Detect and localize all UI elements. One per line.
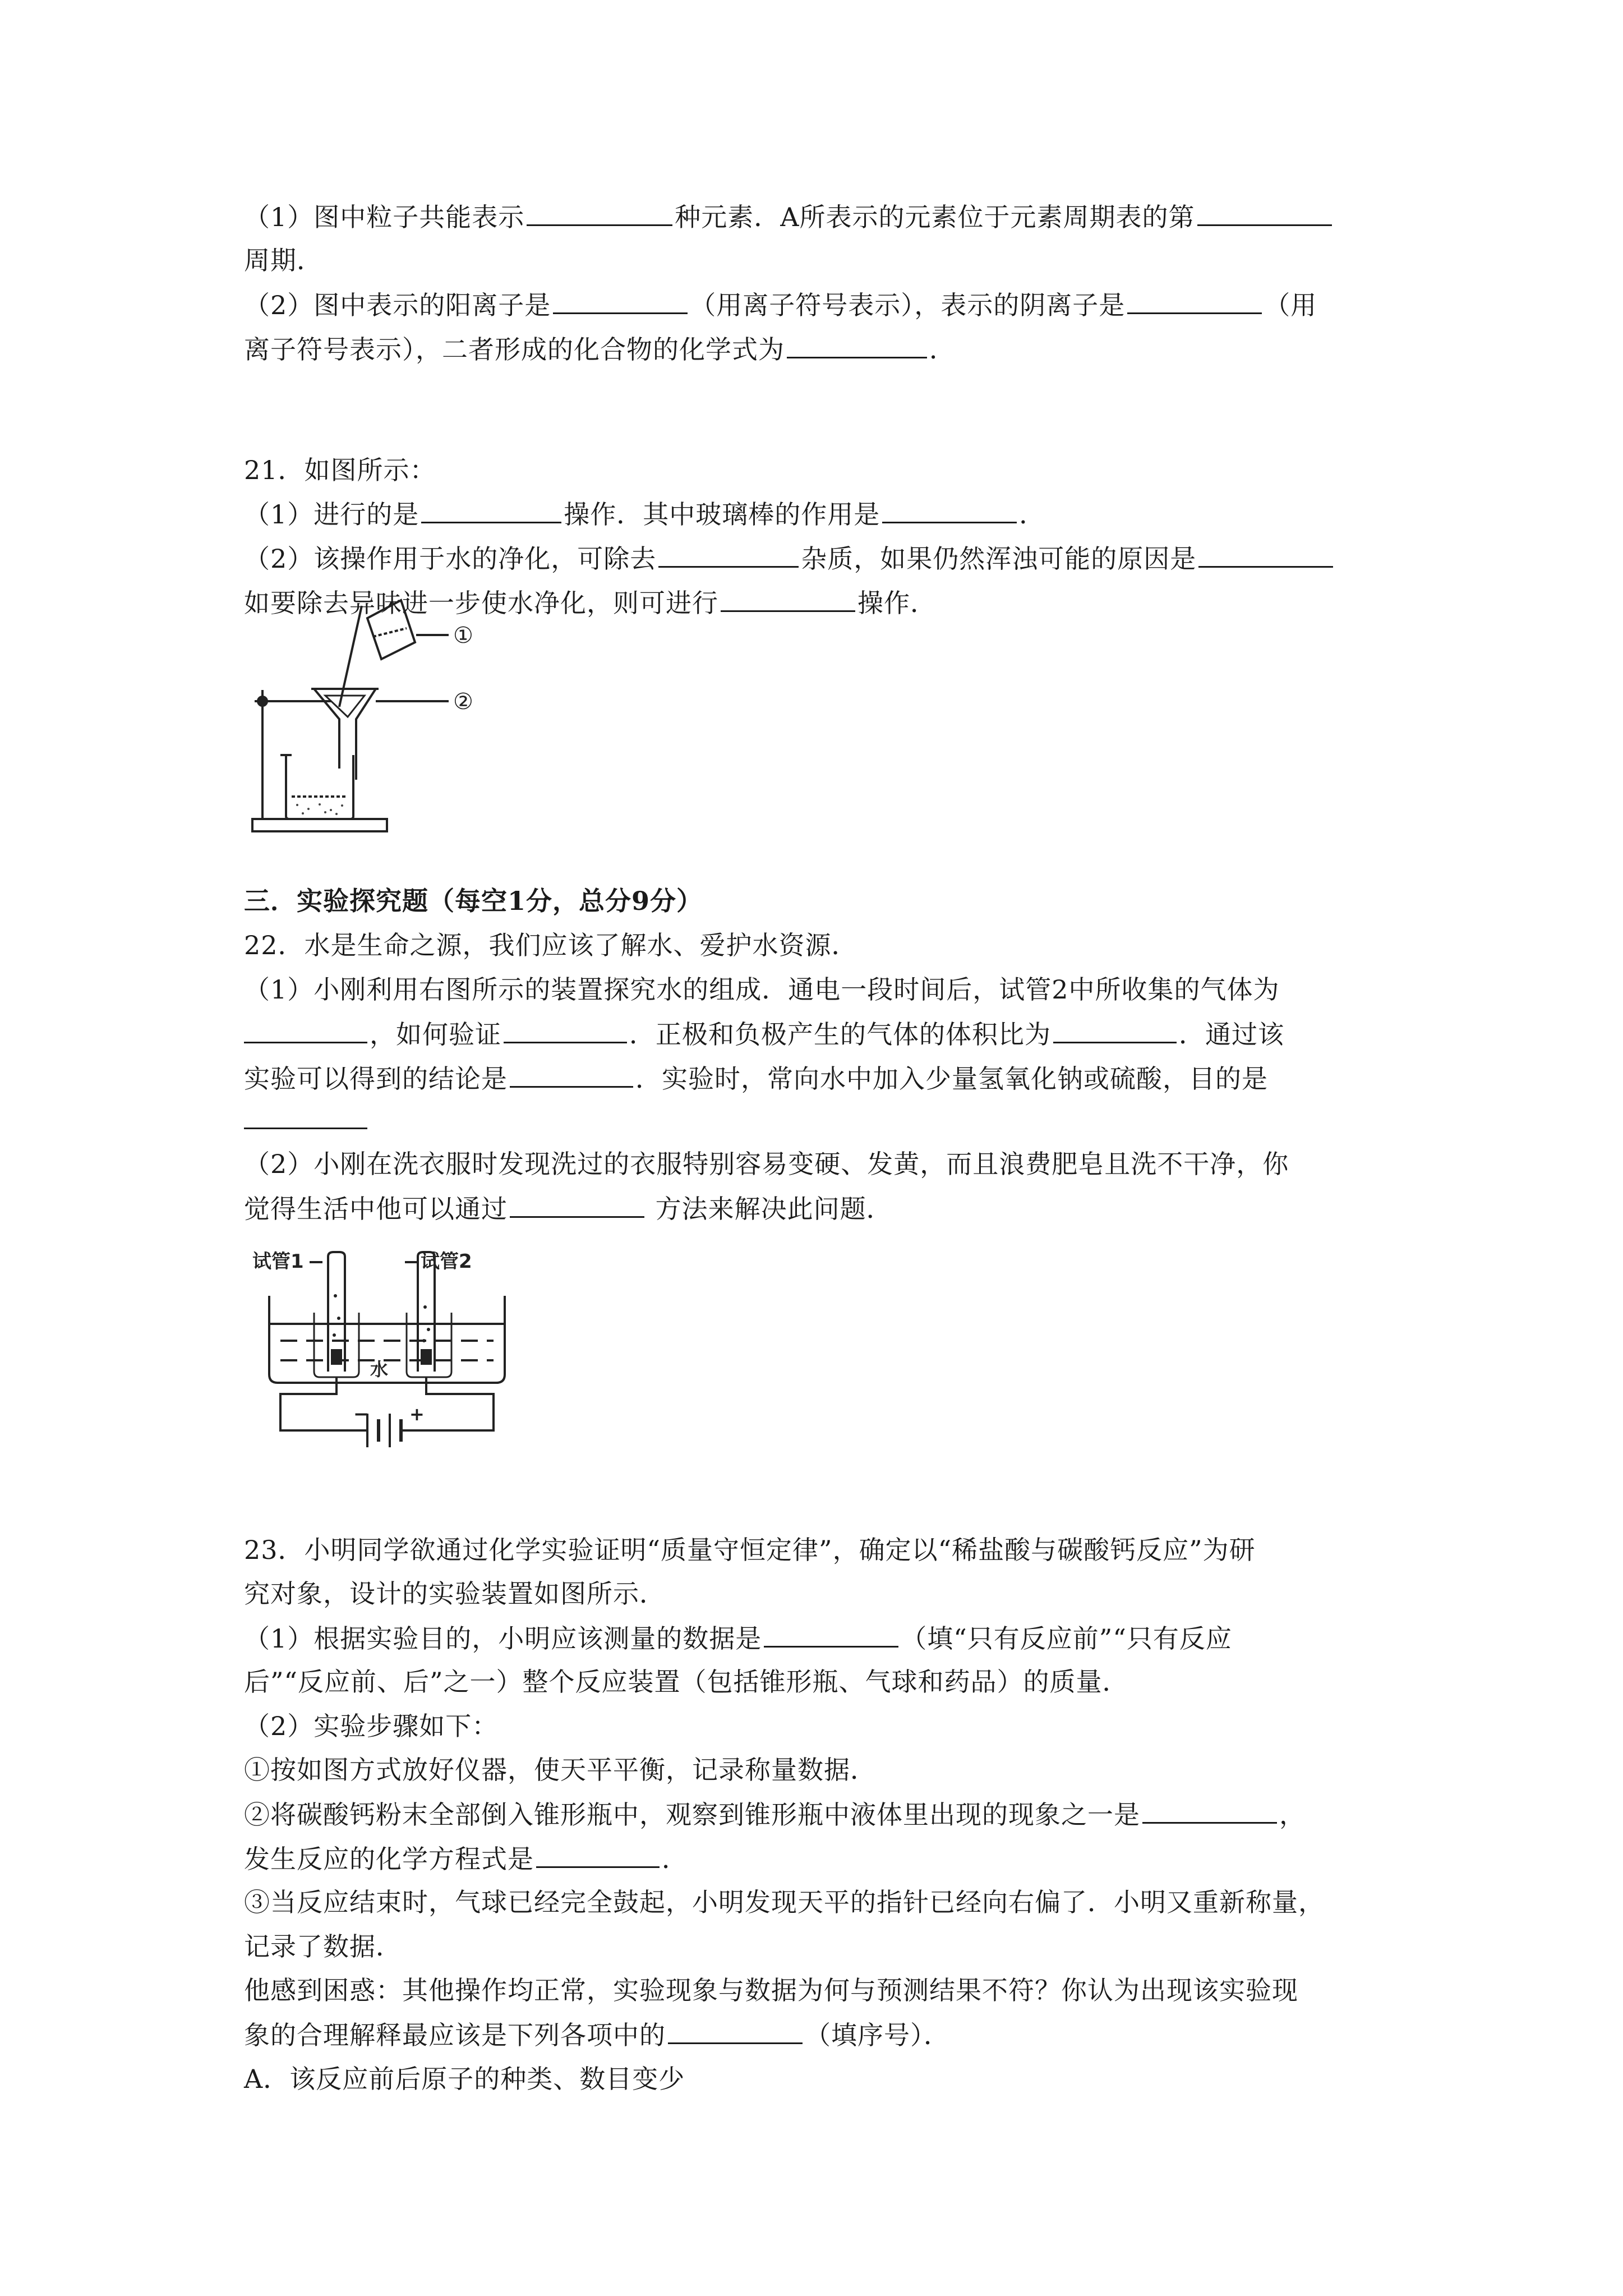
q23-option-a <box>244 2062 1388 2096</box>
figure-label-1: ① <box>453 623 473 648</box>
answer-blank[interactable] <box>721 586 855 612</box>
q21-title <box>244 453 1388 487</box>
q23-text: （2）实验步骤如下： <box>244 1711 499 1741</box>
tube-1-label: 试管1 <box>252 1250 304 1273</box>
beaker <box>286 755 353 819</box>
q22-title <box>244 928 1388 962</box>
q22-title-text: 22．水是生命之源，我们应该了解水、爱护水资源． <box>244 930 858 960</box>
q23-text: 记录了数据． <box>244 1931 402 1962</box>
q23-line-5 <box>244 1709 1388 1743</box>
q20-text: 种元素．A所表示的元素位于元素周期表的第 <box>675 202 1195 232</box>
q23-line-9 <box>244 1885 1388 1919</box>
answer-blank[interactable] <box>787 332 927 358</box>
q23-text: （填“只有反应前”“只有反应 <box>901 1623 1232 1654</box>
q23-line-1 <box>244 1533 1388 1567</box>
q23-text: （填序号）． <box>805 2020 950 2050</box>
answer-blank[interactable] <box>244 1017 367 1043</box>
q23-line-2 <box>244 1577 1388 1611</box>
q21-text: 杂质，如果仍然浑浊可能的原因是 <box>801 544 1197 574</box>
answer-blank[interactable] <box>421 497 561 523</box>
q20-text: （用离子符号表示），表示的阴离子是 <box>690 290 1126 320</box>
answer-blank[interactable] <box>504 1017 627 1043</box>
q20-text: （2）图中表示的阳离子是 <box>244 290 551 320</box>
q23-line-7 <box>244 1797 1388 1832</box>
stand-base <box>252 819 387 831</box>
q23-text: 23．小明同学欲通过化学实验证明“质量守恒定律”，确定以“稀盐酸与碳酸钙反应”为研 <box>244 1535 1256 1565</box>
q22-line-6 <box>244 1191 1388 1226</box>
negative-terminal: − <box>353 1403 370 1425</box>
q22-line-3 <box>244 1061 1388 1096</box>
answer-blank[interactable] <box>510 1061 633 1088</box>
q22-line-4 <box>244 1103 1388 1137</box>
glass-rod <box>339 606 362 707</box>
q23-text: 发生反应的化学方程式是 <box>244 1844 534 1874</box>
q21-text: 操作．其中玻璃棒的作用是 <box>564 499 880 530</box>
answer-blank[interactable] <box>1127 288 1262 314</box>
q20-line-3 <box>244 288 1388 322</box>
q22-text: ．实验时，常向水中加入少量氢氧化钠或硫酸，目的是 <box>635 1064 1268 1094</box>
q20-line-2 <box>244 243 1388 277</box>
answer-blank[interactable] <box>1198 541 1333 568</box>
filtration-figure <box>247 589 488 836</box>
pouring-beaker <box>367 600 415 659</box>
q23-text: ③当反应结束时，气球已经完全鼓起，小明发现天平的指针已经向右偏了．小明又重新称量， <box>244 1887 1325 1917</box>
q23-line-4 <box>244 1665 1388 1699</box>
water-label: 水 <box>370 1359 389 1380</box>
q20-text: （用 <box>1264 290 1317 320</box>
q23-text: ． <box>662 1844 688 1874</box>
section-heading <box>244 884 1388 918</box>
q23-line-12 <box>244 2018 1388 2052</box>
answer-blank[interactable] <box>882 497 1017 523</box>
tube-2-label: 试管2 <box>421 1250 472 1273</box>
answer-blank[interactable] <box>527 200 672 226</box>
q21-title-text: 21．如图所示： <box>244 455 436 485</box>
answer-blank[interactable] <box>1053 1017 1177 1043</box>
answer-blank[interactable] <box>1197 200 1332 226</box>
q23-text: ， <box>1279 1800 1306 1830</box>
q22-text: 方法来解决此问题． <box>647 1194 893 1224</box>
q23-text: 象的合理解释最应该是下列各项中的 <box>244 2020 666 2050</box>
q23-option-a-text: A．该反应前后原子的种类、数目变少 <box>244 2064 685 2094</box>
section-heading-text: 三．实验探究题（每空1分，总分9分） <box>244 886 703 916</box>
q20-text: ． <box>929 334 956 365</box>
answer-blank[interactable] <box>536 1842 660 1868</box>
answer-blank[interactable] <box>1142 1797 1277 1824</box>
q21-text: 操作． <box>857 588 937 618</box>
electrode-2 <box>421 1349 432 1365</box>
q23-text: 后”“反应前、后”之一）整个反应装置（包括锥形瓶、气球和药品）的质量． <box>244 1667 1129 1697</box>
q23-line-11 <box>244 1973 1388 2007</box>
positive-terminal: + <box>409 1404 425 1425</box>
q21-text: ． <box>1019 499 1046 530</box>
q22-line-2 <box>244 1017 1388 1051</box>
q20-text: 周期． <box>244 245 323 275</box>
q21-text: 如要除去异味进一步使水净化，则可进行 <box>244 588 718 618</box>
q20-text: （1）图中粒子共能表示 <box>244 202 525 232</box>
q21-text: （1）进行的是 <box>244 499 419 530</box>
q20-line-4 <box>244 332 1388 366</box>
answer-blank[interactable] <box>658 541 799 568</box>
q22-text: （2）小刚在洗衣服时发现洗过的衣服特别容易变硬、发黄，而且浪费肥皂且洗不干净，你 <box>244 1149 1289 1179</box>
q23-text: （1）根据实验目的，小明应该测量的数据是 <box>244 1623 762 1654</box>
q23-text: 究对象，设计的实验装置如图所示． <box>244 1579 666 1609</box>
funnel <box>314 689 376 780</box>
q23-text: ②将碳酸钙粉末全部倒入锥形瓶中，观察到锥形瓶中液体里出现的现象之一是 <box>244 1800 1140 1830</box>
answer-blank[interactable] <box>553 288 688 314</box>
q22-text: 实验可以得到的结论是 <box>244 1064 508 1094</box>
electrolysis-figure <box>247 1245 527 1458</box>
q22-text: ．通过该 <box>1179 1019 1284 1050</box>
q20-line-1 <box>244 200 1388 234</box>
q23-text: ①按如图方式放好仪器，使天平平衡，记录称量数据． <box>244 1755 877 1785</box>
answer-blank[interactable] <box>764 1621 898 1648</box>
q21-text: （2）该操作用于水的净化，可除去 <box>244 544 657 574</box>
q21-line-2 <box>244 541 1388 576</box>
q23-line-6 <box>244 1753 1388 1787</box>
q23-line-8 <box>244 1842 1388 1876</box>
q23-line-3 <box>244 1621 1388 1655</box>
q23-line-10 <box>244 1930 1388 1963</box>
q21-line-1 <box>244 497 1388 531</box>
q23-text: 他感到困惑：其他操作均正常，实验现象与数据为何与预测结果不符？你认为出现该实验现 <box>244 1975 1298 2005</box>
answer-blank[interactable] <box>668 2018 803 2044</box>
electrode-1 <box>331 1349 342 1365</box>
answer-blank[interactable] <box>510 1191 644 1218</box>
q22-text: ．正极和负极产生的气体的体积比为 <box>629 1019 1051 1050</box>
q20-text: 离子符号表示），二者形成的化合物的化学式为 <box>244 334 785 365</box>
q22-text: 觉得生活中他可以通过 <box>244 1194 508 1224</box>
q22-line-5 <box>244 1147 1388 1181</box>
q22-line-1 <box>244 973 1388 1006</box>
answer-blank[interactable] <box>244 1103 367 1129</box>
q22-text: （1）小刚利用右图所示的装置探究水的组成．通电一段时间后，试管2中所收集的气体为 <box>244 974 1280 1005</box>
q22-text: ，如何验证 <box>370 1019 501 1050</box>
figure-label-2: ② <box>453 689 473 715</box>
